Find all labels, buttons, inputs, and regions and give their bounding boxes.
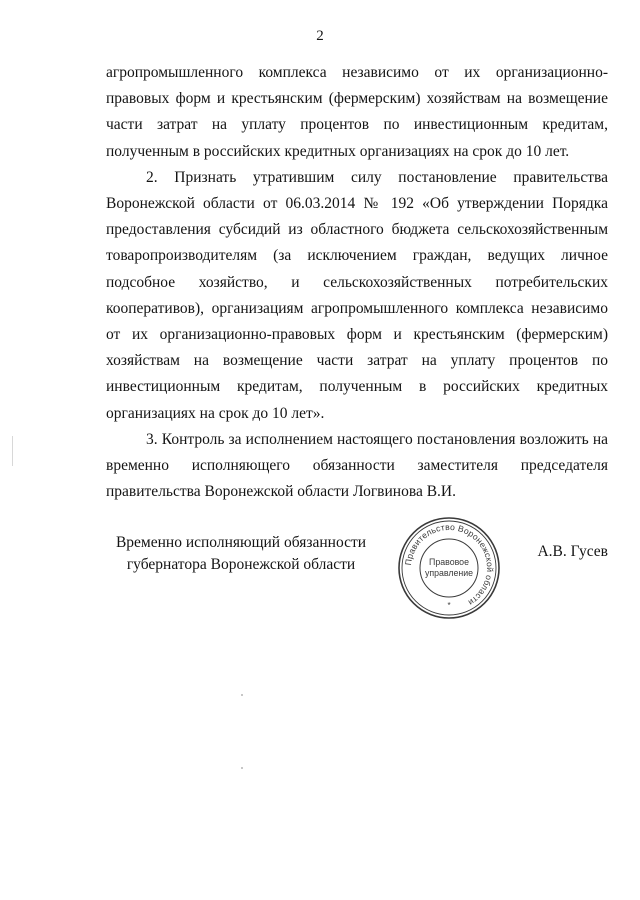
signer-title	[106, 532, 376, 576]
official-seal-stamp	[395, 514, 503, 622]
paragraph-3: 3. Контроль за исполнением настоящего постановления возложить на временно исполняющего обязанности заместителя председателя правительства Воронежской области Логвинова В.И.	[106, 430, 608, 501]
signer-title-line-2: губернатора Воронежской области	[126, 556, 356, 573]
scan-speck	[241, 767, 243, 769]
signature-block	[106, 521, 608, 640]
document-body	[106, 60, 608, 505]
paragraph-2: 2. Признать утратившим силу постановление правительства Воронежской области от 06.03.2014 № 192 «Об утверждении Порядка предоставления субсидий из областного бюджета сельскохозяйственным товаропроизводителям (за исключением граждан, ведущих личное подсобное хозяйство, и сельскохозяйственных потребительских кооперативов), организациям агропромышленного комплекса независимо от их организационно-правовых форм и крестьянским (фермерским) хозяйствам на возмещение части затрат на уплату процентов по инвестиционным кредитам, полученным в российских кредитных организациях на срок до 10 лет».	[106, 168, 608, 422]
seal-center-line-2: управление	[424, 568, 474, 578]
seal-center-line-1: Правовое	[429, 557, 469, 567]
paragraph-continuation: агропромышленного комплекса независимо от их организационно-правовых форм и крестьянским (фермерским) хозяйствам на возмещение части затрат на уплату процентов по инвестиционным кредитам, полученным в российских кредитных организациях на срок до 10 лет.	[106, 64, 608, 160]
signer-name: А.В. Гусев	[537, 543, 608, 560]
seal-star-icon: *	[447, 601, 451, 610]
scan-edge-mark	[12, 436, 13, 466]
page-number: 2	[316, 28, 324, 44]
signer-title-line-1: Временно исполняющий обязанности	[115, 534, 367, 551]
seal-ring-text: Правительство Воронежской области	[403, 521, 496, 608]
scan-speck	[241, 694, 243, 696]
